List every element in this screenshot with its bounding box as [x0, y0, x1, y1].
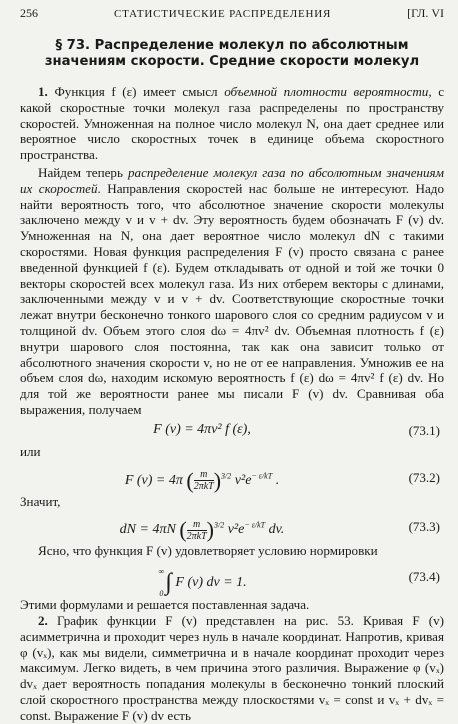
- denominator: 2πkT: [186, 530, 207, 542]
- equation-73-3: [20, 509, 444, 543]
- equation-body: F (v) = 4πv² f (ε),: [153, 421, 251, 437]
- connector-word: или: [20, 443, 41, 459]
- exponent: − ε/kT: [251, 471, 273, 481]
- text: dv.: [268, 522, 285, 538]
- equation-number: (73.4): [408, 569, 440, 585]
- exponent: − ε/kT: [244, 520, 266, 530]
- equation-body: [20, 567, 384, 599]
- text: F (v) = 4π: [124, 472, 183, 488]
- denominator: 2πkT: [193, 481, 214, 493]
- fraction: [187, 519, 207, 542]
- equation-73-2: [20, 460, 444, 494]
- text: График функции F (v) представлен на рис. 53. Кривая F (v) асимметрична и проходит через нуль в начале координат. Напротив, кривая φ (vₓ), как мы видели, симметрична и в начале координат проходит через максимум. Легко видеть, в чем причина этого различия. Выражение φ (vₓ) dvₓ дает вероятность попадания молекулы в бесконечно тонкий плоский слой скоростного пространства между плоскостями vₓ = const и vₓ + dvₓ = const. Выражение F (v) dv есть: [20, 612, 444, 723]
- chapter-label: [ГЛ. VI: [407, 6, 444, 20]
- section-title-line-1: § 73. Распределение молекул по абсолютным: [55, 38, 409, 53]
- equation-body: F (v) = 4π ( $\frac{m}{\text{2πkT}}$ )$^{3/2}$ $v^2e^{- \varepsilon/kT}$ .: [124, 467, 280, 493]
- page-number: 256: [20, 6, 38, 20]
- lower-limit: 0: [159, 589, 164, 599]
- emphasis: распределение молекул газа по абсолютным значениям их скоростей: [20, 164, 445, 196]
- equation-number: (73.2): [408, 469, 440, 485]
- fraction: [194, 469, 214, 492]
- text: F (v) dv = 1.: [175, 575, 247, 591]
- exponent: 3/2: [213, 520, 225, 530]
- integral-sign: ∫: [165, 569, 172, 596]
- section-title: [20, 38, 444, 70]
- equation-73-1: [20, 418, 444, 444]
- section-title-line-2: значениям скорости. Средние скорости молекул: [44, 54, 420, 69]
- exponent: 3/2: [221, 471, 232, 481]
- paragraph-4: Этими формулами и решается поставленная задача.: [20, 597, 310, 613]
- paragraph-5: [20, 613, 444, 724]
- emphasis: объемной плотности вероятности: [224, 84, 429, 99]
- equation-73-4: [20, 559, 444, 597]
- text: v²e: [227, 522, 245, 538]
- numerator: m: [187, 519, 207, 531]
- running-title: СТАТИСТИЧЕСКИЕ РАСПРЕДЕЛЕНИЯ: [113, 8, 332, 20]
- numerator: m: [194, 469, 214, 481]
- equation-number: (73.1): [408, 422, 440, 438]
- connector-word: Значит,: [20, 493, 61, 509]
- paragraph-2: [20, 165, 444, 418]
- page-header: [20, 6, 444, 24]
- equation-body: dN = 4πN ( $\frac{m}{\text{2πkT}}$ )$^{3/2}$ $v^2e^{- \varepsilon/kT}$ dv.: [119, 517, 285, 543]
- equation-number: (73.3): [408, 519, 440, 535]
- paragraph-number: 2.: [38, 612, 48, 628]
- text: dN = 4πN: [119, 522, 176, 538]
- paragraph-number: 1.: [38, 84, 48, 99]
- paragraph-3: Ясно, что функция F (v) удовлетворяет условию нормировки: [38, 543, 378, 559]
- text: v²e: [234, 472, 252, 488]
- text: , с какой скоростные точки молекул газа распределены по пространству скоростей. Умноженная на полное число молекул N, она дает среднее или вероятное число скоростных точек в единице объема скоростного пространства.: [20, 84, 445, 163]
- text: Функция f (ε) имеет смысл: [54, 84, 225, 99]
- paragraph-1: [20, 84, 444, 163]
- upper-limit: ∞: [158, 567, 165, 577]
- text: Найдем теперь: [38, 164, 128, 180]
- text: . Направления скоростей нас больше не интересуют. Надо найти вероятность того, что абсолютное значение скорости молекулы заключено между v и v + dv. Эту вероятность будем обозначать F (v) dv. Умноженная на N, она дает вероятное число молекул dN с такими скоростями. Новая функция распределения F (v) просто связана с ранее введенной функцией f (ε). Будем откладывать от одной и той же точки 0 векторы скоростей всех молекул газа. Из них отберем векторы с длинами, заключенными между v и v + dv. Соответствующие скоростные точки лежат внутри бесконечно тонкого шарового слоя со средним радиусом v и толщиной dv. Объем этого слоя dω = 4πv² dv. Объемная плотность f (ε) внутри шарового слоя постоянна, так как она зависит только от абсолютного значения скорости v, но не от ее направления. Умножив ее на объем слоя dω, находим искомую вероятность f (ε) dω = 4πv² f (ε) dv. Но для той же вероятности ранее мы писали F (v) dv. Сравнивая оба выражения, получаем: [20, 180, 444, 417]
